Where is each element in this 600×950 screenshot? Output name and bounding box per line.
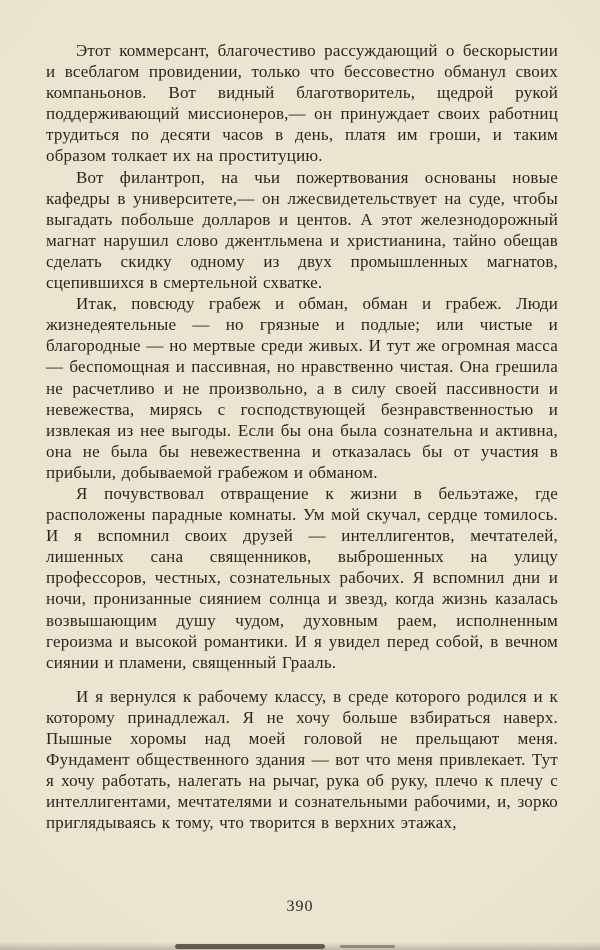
paragraph-4: Я почувствовал отвращение к жизни в бельэтаже, где расположены парадные комнаты. Ум мой скучал, сердце томилось. И я вспомнил своих друзей — интеллигентов, мечтателей, лишенных сана священников, выброшенных на улицу профессоров, честных, сознательных рабочих. Я вспомнил дни и ночи, пронизанные сиянием солнца и звезд, когда жизнь казалась возвышающим душу чудом, духовным раем, исполненным героизма и высокой романтики. И я увидел перед собой, в вечном сиянии и пламени, священный Грааль. — [46, 483, 558, 672]
page-number: 390 — [286, 898, 314, 915]
paragraph-3: Итак, повсюду грабеж и обман, обман и грабеж. Люди жизнедеятельные — но грязные и подлые; или чистые и благородные — но мертвые среди живых. И тут же огромная масса — беспомощная и пассивная, но нравственно чистая. Она грешила не расчетливо и не произвольно, а в силу своей пассивности и невежества, мирясь с господствующей безнравственностью и извлекая из нее выгоды. Если бы она была сознательна и активна, она не была бы невежественна и отказалась бы от участия в прибыли, добываемой грабежом и обманом. — [46, 294, 558, 482]
scan-artifact — [175, 944, 325, 949]
paragraph-1: Этот коммерсант, благочестиво рассуждающий о бескорыстии и всеблагом провидении, только что бессовестно обманул своих компаньонов. Вот видный благотворитель, щедрой рукой поддерживающий миссионеров,— он принуждает своих работниц трудиться по десяти часов в день, платя им гроши, и таким образом толкает их на проституцию. — [46, 41, 558, 166]
scan-artifact-small — [340, 945, 395, 948]
page-text — [46, 40, 558, 833]
paragraph-5: И я вернулся к рабочему классу, в среде которого родился и к которому принадлежал. Я не хочу больше взбираться наверх. Пышные хоромы над моей головой не прельщают меня. Фундамент общественного здания — вот что меня привлекает. Тут я хочу работать, налегать на рычаг, рука об руку, плечо к плечу с интеллигентами, мечтателями и сознательными рабочими, и, зорко приглядываясь к тому, что творится в верхних этажах, — [46, 686, 558, 833]
paragraph-2: Вот филантроп, на чьи пожертвования основаны новые кафедры в университете,— он лжесвидетельствует на суде, чтобы выгадать побольше долларов и центов. А этот железнодорожный магнат нарушил слово джентльмена и христианина, тайно обещав сделать скидку одному из двух промышленных магнатов, сцепившихся в смертельной схватке. — [46, 167, 558, 293]
